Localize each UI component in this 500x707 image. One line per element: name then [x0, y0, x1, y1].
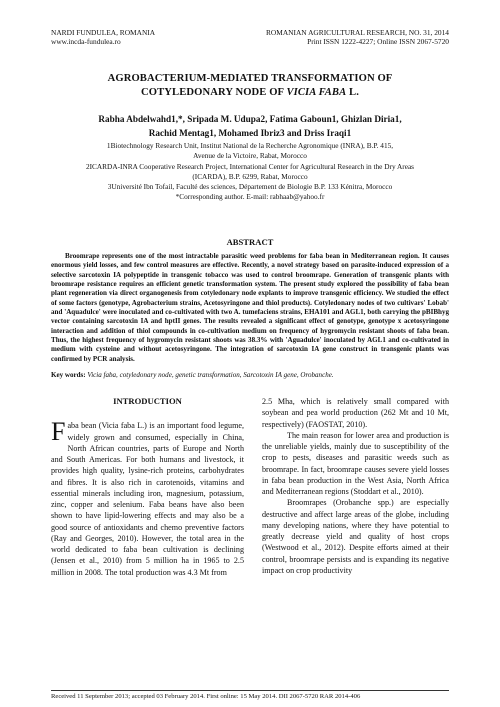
affiliations — [55, 141, 445, 203]
keywords — [51, 371, 449, 380]
journal-issn: Print ISSN 1222-4227; Online ISSN 2067-5720 — [307, 37, 449, 47]
affiliation-line: 3Université Ibn Tofail, Faculté des sciences, Département de Biologie B.P. 133 Kénitra, Morocco — [107, 182, 393, 192]
intro-para-2: The main reason for lower area and production is the unreliable yields, mainly due to susceptibility of the crop to pests, diseases and parasitic weeds such as broomrape. In fact, broomrape causes severe yield losses in faba bean production in the West Asia, North Africa and Mediterranean regions (Stoddart et al., 2010). — [262, 430, 449, 496]
title-species: VICIA FABA — [286, 87, 347, 98]
journal-issue: ROMANIAN AGRICULTURAL RESEARCH, NO. 31, 2014 — [266, 28, 449, 37]
author-line-1: Rabha Abdelwahd1,*, Sripada M. Udupa2, Fatima Gaboun1, Ghizlan Diria1, — [98, 114, 402, 124]
drop-cap: F — [51, 417, 66, 447]
journal-publisher — [51, 28, 155, 47]
publisher-url[interactable]: www.incda-fundulea.ro — [51, 37, 121, 47]
keywords-text: Vicia faba, cotyledonary node, genetic transformation, Sarcotoxin IA gene, Orobanche. — [87, 371, 334, 379]
affiliation-line: Avenue de la Victoire, Rabat, Morocco — [193, 151, 307, 161]
abstract-heading: ABSTRACT — [226, 237, 274, 247]
abstract-text: Broomrape represents one of the most intractable parasitic weed problems for faba bean in Mediterranean region. It causes enormous yield losses, and few control measures are effective. Recently, a novel strategy based on parasite-induced expression of a selective sarcotoxin IA polypeptide in transgenic tobacco was used to control broomrape. Generation of transgenic plants with broomrape resistance requires an efficient genetic transformation system. The present study explored the possibility of faba bean plant regeneration via direct organogenesis from cotyledonary node explants to improve transgenic efficiency. We studied the effect of some factors (genotype, Agrobacterium strains, Acetosyringone and thiol products). Cotyledonary nodes of two cultivars' Lobab' and 'Aquadulce' were inoculated and co-cultivated with two A. tumefaciens strains, EHA101 and AGL1, both carrying the pBIBhyg vector containing sarcotoxin IA and hptII genes. The results revealed a significant effect of genotype, genotype x acetosyringone interaction and addition of thiol compounds in co-cultivation medium on frequency of hygromycin resistant shoots of faba bean. Thus, the highest frequency of hygromycin resistant shoots was 38.3% with 'Aguadulce' inoculated by AGL1 and co-cultivated in medium with cysteine and without acetosyringone. The integration of sarcotoxin IA gene construct in transgenic plants was confirmed by PCR analysis. — [51, 252, 449, 363]
right-column — [262, 396, 449, 576]
affiliation-line: 1Biotechnology Research Unit, Institut National de la Recherche Agronomique (INRA), B.P. 415, — [106, 141, 394, 150]
introduction-heading: INTRODUCTION — [113, 396, 182, 406]
left-column — [51, 396, 244, 578]
corresponding-author: *Corresponding author. E-mail: rabhaab@yahoo.fr — [175, 192, 325, 202]
journal-info — [266, 28, 449, 47]
affiliation-line: (ICARDA), B.P. 6299, Rabat, Morocco — [192, 171, 308, 181]
affiliation-line: 2ICARDA-INRA Cooperative Research Project, International Center for Agricultural Research in the Dry Areas — [85, 161, 415, 171]
title-suffix: L. — [346, 87, 359, 98]
author-list — [40, 112, 460, 140]
title-prefix: COTYLEDONARY NODE OF — [141, 87, 287, 98]
title-line-2 — [40, 86, 460, 100]
intro-para-continued: 2.5 Mha, which is relatively small compared with soybean and pea world production (262 Mt and 10 Mt, respectively) (FAOSTAT, 2010). — [262, 397, 449, 429]
publisher-name: NARDI FUNDULEA, ROMANIA — [51, 28, 156, 37]
title-line-1: AGROBACTERIUM-MEDIATED TRANSFORMATION OF — [107, 73, 393, 84]
author-line-2: Rachid Mentag1, Mohamed Ibriz3 and Driss Iraqi1 — [148, 128, 352, 138]
keywords-label: Key words: — [51, 371, 86, 379]
intro-para-3: Broomrapes (Orobanche spp.) are especially destructive and affect large areas of the globe, including many developing nations, where they have potential to greatly decrease yield and quality of host crops (Westwood et al., 2012). Despite efforts aimed at their control, broomrape persists and is expanding its negative impact on crop productivity — [262, 498, 449, 575]
received-footnote: Received 11 September 2013; accepted 03 February 2014. First online: 15 May 2014. DII 2067-5720 RAR 2014-406 — [51, 690, 449, 700]
introduction-para-1: aba bean (Vicia faba L.) is an important food legume, widely grown and consumed, especially in China, North African countries, parts of Europe and North and South Americas. For both humans and livestock, it provides high quality, lysine-rich proteins, carbohydrates and fibres. It is also rich in carotenoids, vitamins and essential minerals including iron, magnesium, potassium, zinc, copper and selenium. Faba beans have also been shown to have lipid-lowering effects and may also be a good source of antioxidants and chemo preventive factors (Ray and Georges, 2010). However, the total area in the world dedicated to faba bean cultivation is declining (Jensen et al., 2010) from 5 million ha in 1965 to 2.5 million in 2008. The total production was 4.3 Mt from — [51, 421, 244, 577]
paper-title — [40, 72, 460, 100]
